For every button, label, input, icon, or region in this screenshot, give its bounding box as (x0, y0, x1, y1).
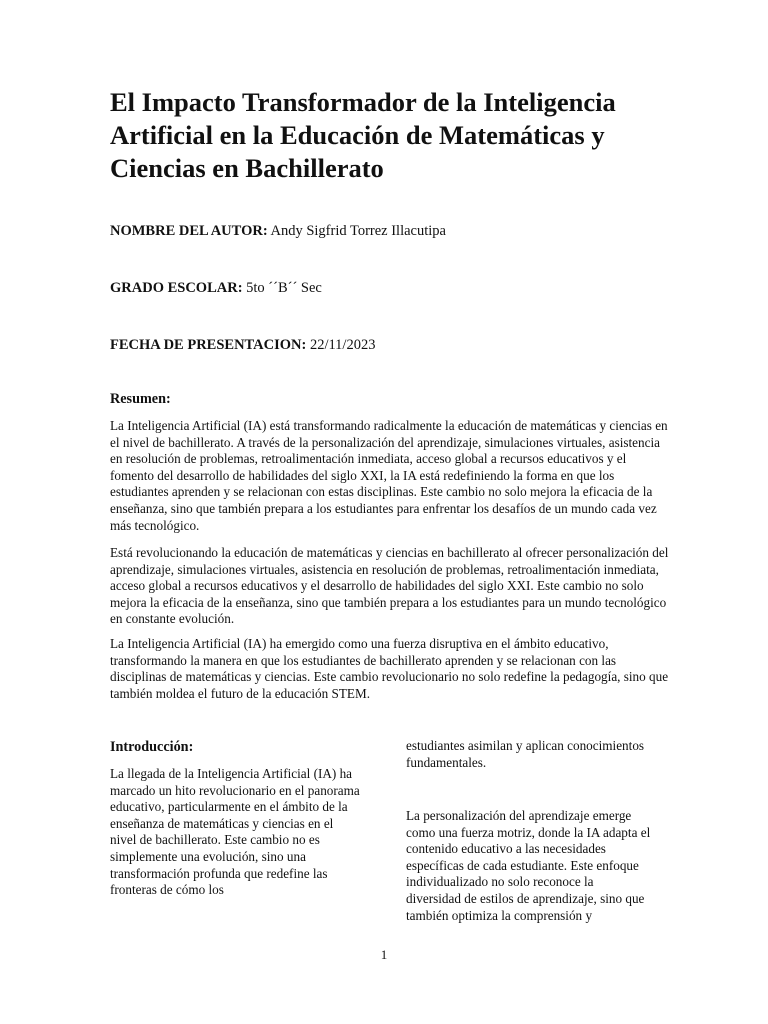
grade-label: GRADO ESCOLAR: (110, 280, 243, 296)
grade-line (110, 279, 322, 297)
author-name: Andy Sigfrid Torrez Illacutipa (270, 223, 446, 239)
date-line (110, 336, 375, 354)
date-value: 22/11/2023 (309, 337, 376, 353)
author-line (110, 222, 446, 240)
date-label: FECHA DE PRESENTACION: (110, 337, 307, 353)
resumen-paragraph-1: La Inteligencia Artificial (IA) está transformando radicalmente la educación de matemáticas y ciencias en el nivel de bachillerato. A través de la personalización del aprendizaje, simulaciones virtuales, asistencia en resolución de problemas, retroalimentación inmediata, acceso global a recursos educativos y el fomento del desarrollo de habilidades del siglo XXI, la IA está redefiniendo la forma en que los estudiantes aprenden y se relacionan con estas disciplinas. Este cambio no solo mejora la eficacia de la enseñanza, sino que también prepara a los estudiantes para enfrentar los desafíos de un mundo cada vez más tecnológico. (110, 418, 668, 533)
document-title: El Impacto Transformador de la Inteligencia Artificial en la Educación de Matemáticas y Ciencias en Bachillerato (110, 87, 616, 183)
page-number: 1 (380, 947, 388, 962)
resumen-paragraph-2: Está revolucionando la educación de matemáticas y ciencias en bachillerato al ofrecer personalización del aprendizaje, simulaciones virtuales, asistencia en resolución de problemas, retroalimentación inmediata, acceso global a recursos educativos y el desarrollo de habilidades del siglo XXI. Este cambio no solo mejora la eficacia de la enseñanza, sino que también prepara a los estudiantes para un mundo tecnológico en constante evolución. (110, 545, 669, 627)
grade-value: 5to ´´B´´ Sec (246, 280, 322, 296)
resumen-heading: Resumen: (110, 391, 171, 407)
introduccion-paragraph-right-2: La personalización del aprendizaje emerge como una fuerza motriz, donde la IA adapta el contenido educativo a las necesidades específicas de cada estudiante. Este enfoque individualizado no solo reconoce la diversidad de estilos de aprendizaje, sino que también optimiza la comprensión y (406, 808, 651, 923)
introduccion-heading: Introducción: (110, 739, 194, 755)
author-label: NOMBRE DEL AUTOR: (110, 223, 268, 239)
introduccion-paragraph-right-1: estudiantes asimilan y aplican conocimientos fundamentales. (406, 738, 645, 770)
introduccion-paragraph-left: La llegada de la Inteligencia Artificial (IA) ha marcado un hito revolucionario en el panorama educativo, particularmente en el ámbito de la enseñanza de matemáticas y ciencias en el nivel de bachillerato. Este cambio no es simplemente una evolución, sino una transformación profunda que redefine las fronteras de cómo los (110, 766, 360, 898)
resumen-paragraph-3: La Inteligencia Artificial (IA) ha emergido como una fuerza disruptiva en el ámbito educativo, transformando la manera en que los estudiantes de bachillerato aprenden y se relacionan con las disciplinas de matemáticas y ciencias. Este cambio revolucionario no solo redefine la pedagogía, sino que también moldea el futuro de la educación STEM. (110, 636, 669, 701)
